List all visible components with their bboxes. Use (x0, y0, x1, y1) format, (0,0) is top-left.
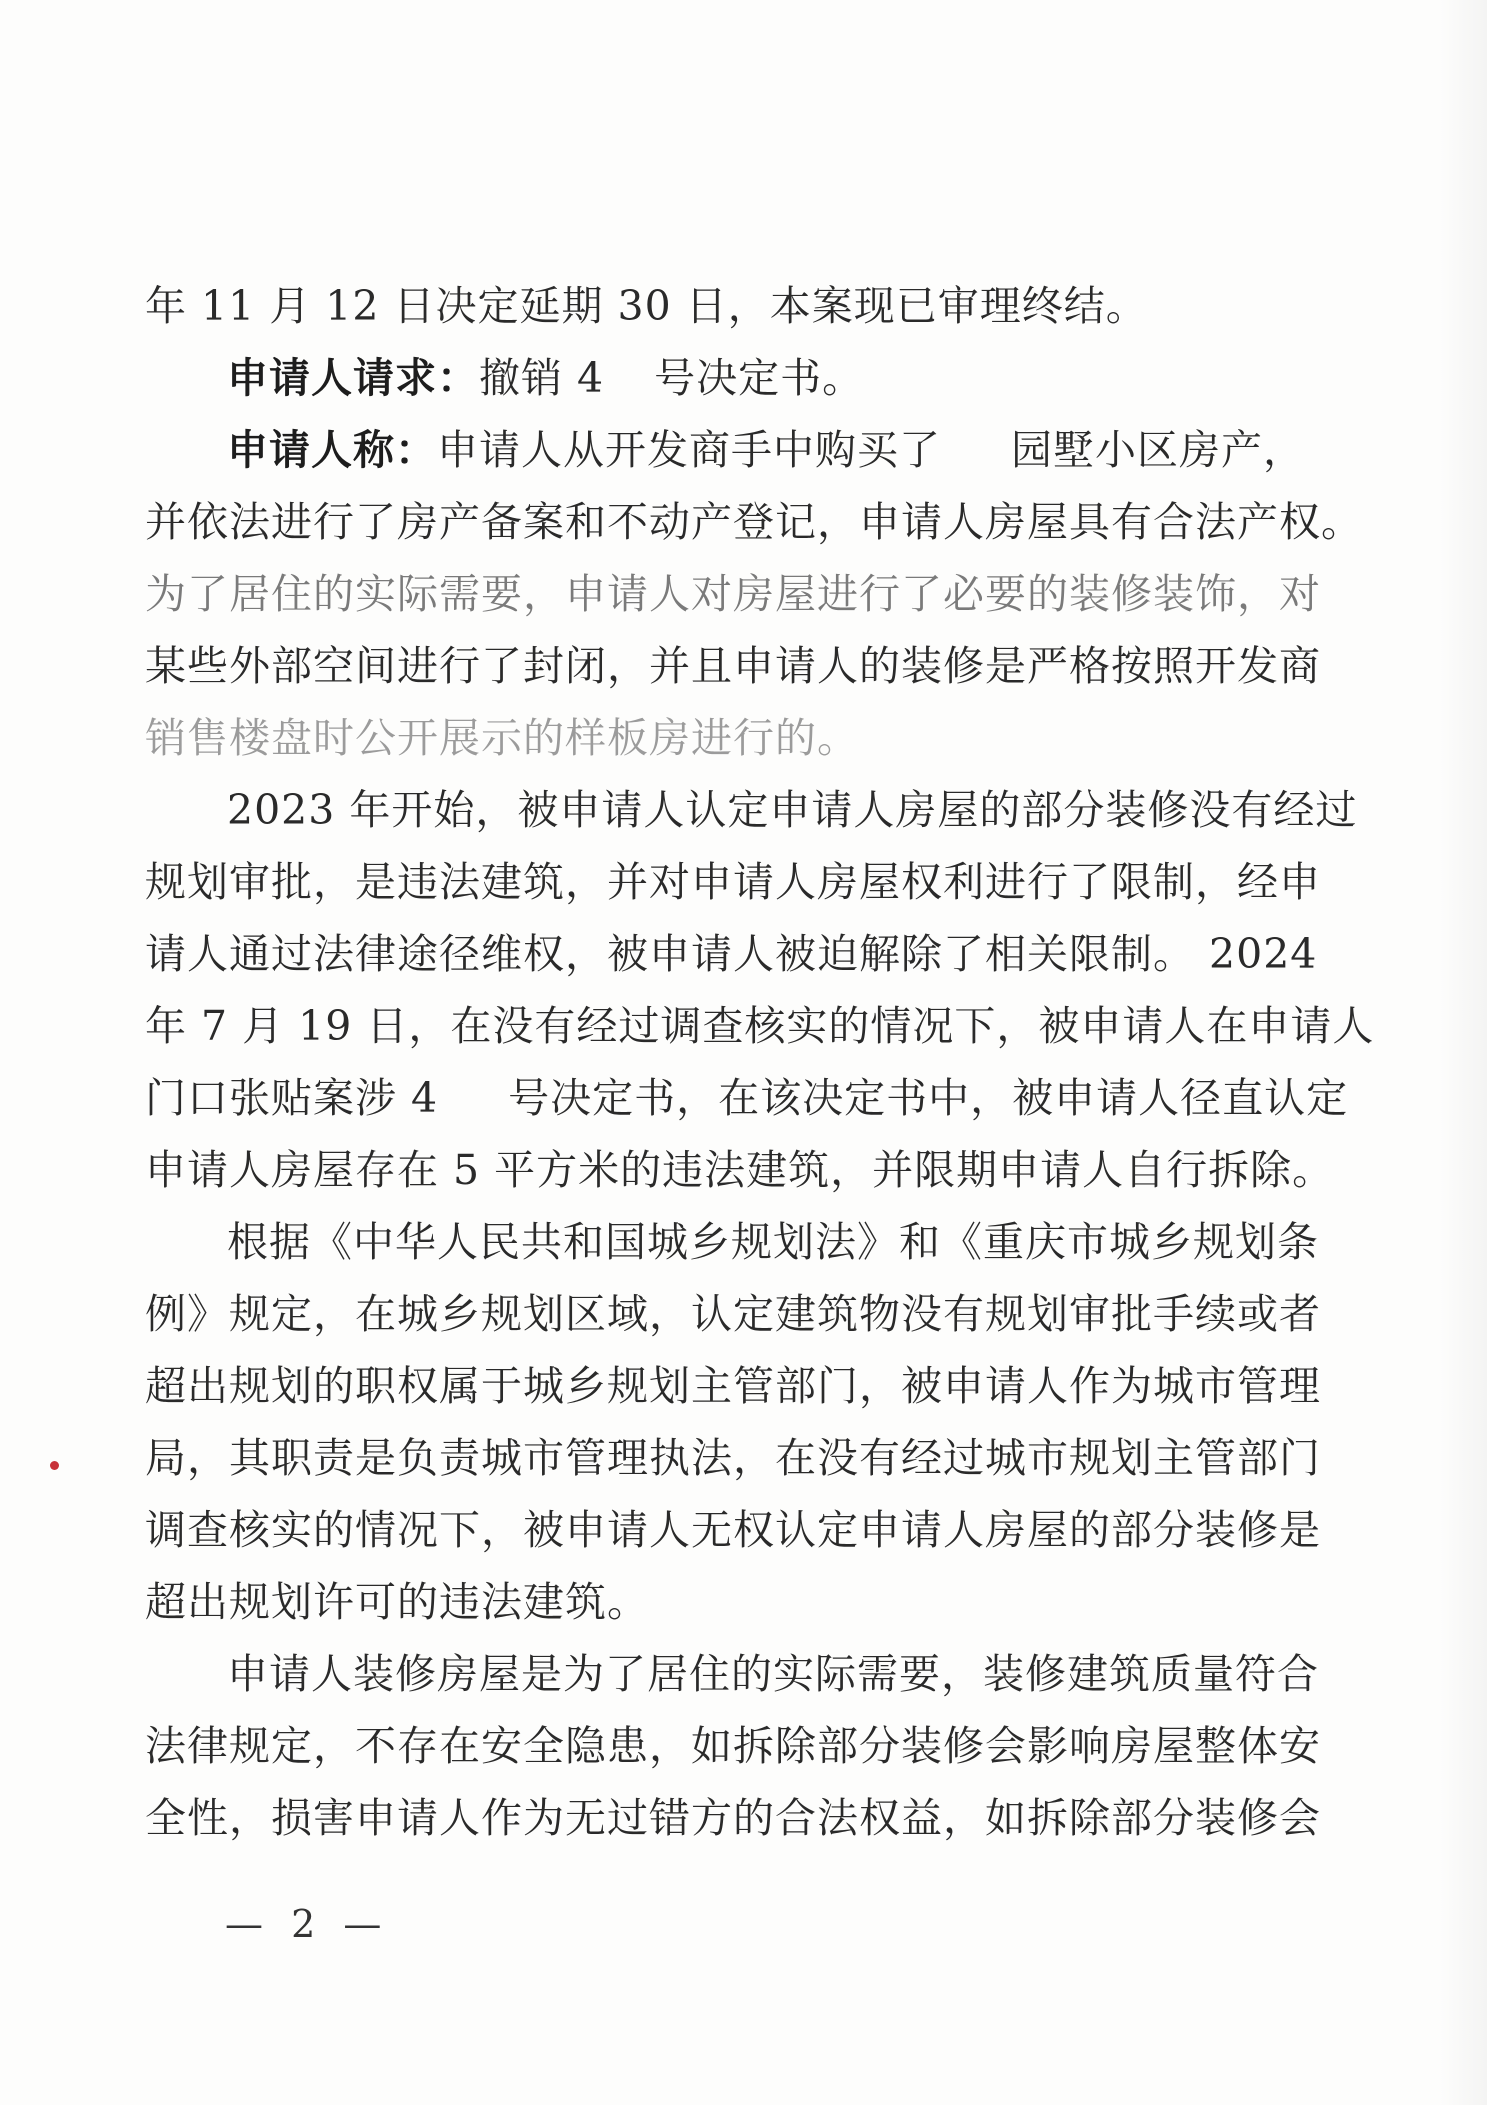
text-line: 局，其职责是负责城市管理执法，在没有经过城市规划主管部门 (145, 1434, 1321, 1482)
text-line: 某些外部空间进行了封闭，并且申请人的装修是严格按照开发商 (145, 642, 1321, 690)
notice-text-end: 号决定书，在该决定书中，被申请人径直认定 (508, 1074, 1349, 1122)
scan-edge-shading (1440, 0, 1487, 2105)
text-line: 超出规划的职权属于城乡规划主管部门，被申请人作为城市管理 (145, 1362, 1321, 1410)
notice-text-start: 门口张贴案涉 4 (145, 1074, 439, 1122)
text-line: 请人通过法律途径维权，被申请人被迫解除了相关限制。 2024 (145, 930, 1318, 978)
request-label: 申请人请求： (227, 354, 479, 402)
text-line: 例》规定，在城乡规划区域，认定建筑物没有规划审批手续或者 (145, 1290, 1321, 1338)
page-number: — 2 — (225, 1902, 390, 1946)
text-line: 年 11 月 12 日决定延期 30 日，本案现已审理终结。 (145, 282, 1148, 330)
text-line: 规划审批，是违法建筑，并对申请人房屋权利进行了限制，经申 (145, 858, 1321, 906)
text-line: 2023 年开始，被申请人认定申请人房屋的部分装修没有经过 (227, 786, 1358, 834)
text-line: 超出规划许可的违法建筑。 (145, 1578, 649, 1626)
notice-line (145, 1062, 1349, 1134)
claim-text-start: 申请人从开发商手中购买了 (437, 426, 941, 474)
text-line: 年 7 月 19 日，在没有经过调查核实的情况下，被申请人在申请人 (145, 1002, 1375, 1050)
request-text-start: 撤销 4 (479, 354, 605, 402)
request-line (145, 342, 1285, 414)
text-line: 销售楼盘时公开展示的样板房进行的。 (145, 714, 859, 762)
claim-text-end: 园墅小区房产， (1011, 426, 1305, 474)
text-line: 根据《中华人民共和国城乡规划法》和《重庆市城乡规划条 (227, 1218, 1319, 1266)
document-body (145, 270, 1375, 1854)
request-text-end: 号决定书。 (654, 354, 865, 402)
text-line: 法律规定，不存在安全隐患，如拆除部分装修会影响房屋整体安 (145, 1722, 1321, 1770)
text-line: 调查核实的情况下，被申请人无权认定申请人房屋的部分装修是 (145, 1506, 1321, 1554)
claim-line (145, 414, 1305, 486)
claim-label: 申请人称： (227, 426, 437, 474)
text-line: 并依法进行了房产备案和不动产登记，申请人房屋具有合法产权。 (145, 498, 1363, 546)
text-line: 全性，损害申请人作为无过错方的合法权益，如拆除部分装修会 (145, 1794, 1321, 1842)
red-mark (50, 1461, 59, 1470)
text-line: 申请人装修房屋是为了居住的实际需要，装修建筑质量符合 (227, 1650, 1319, 1698)
text-line: 为了居住的实际需要，申请人对房屋进行了必要的装修装饰，对 (145, 570, 1321, 618)
text-line: 申请人房屋存在 5 平方米的违法建筑，并限期申请人自行拆除。 (145, 1146, 1335, 1194)
